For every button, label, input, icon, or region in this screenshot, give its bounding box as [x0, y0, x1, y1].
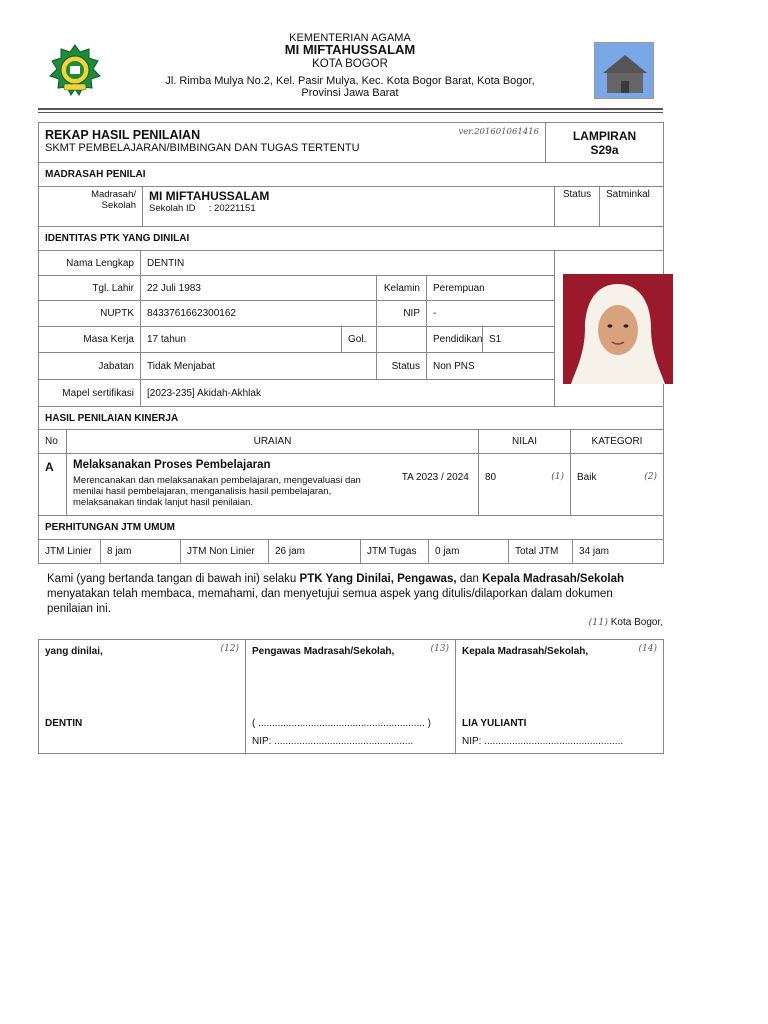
item-kategori-cell: [571, 454, 664, 516]
item-nilai-ref: (1): [551, 472, 564, 482]
jtm-linier-label: JTM Linier: [39, 540, 101, 564]
teacher-photo-cell: [555, 251, 664, 407]
madrasah-name: MI MIFTAHUSSALAM: [149, 189, 270, 203]
nuptk-value: 8433761662300162: [141, 301, 377, 327]
nama-value: DENTIN: [141, 251, 555, 276]
address-line-1: Jl. Rimba Mulya No.2, Kel. Pasir Mulya, Kec. Kota Bogor Barat, Kota Bogor,: [165, 75, 535, 87]
gol-value: [377, 327, 427, 353]
masa-kerja-value: 17 tahun: [141, 327, 342, 353]
item-kategori: Baik: [577, 472, 597, 483]
place-value: Kota Bogor,: [610, 617, 663, 628]
signature-kepala-name: LIA YULIANTI: [462, 718, 527, 729]
signature-pengawas-title: Pengawas Madrasah/Sekolah,: [252, 646, 395, 657]
letterhead-divider: [38, 108, 663, 110]
signature-pengawas-nip: NIP: ..................................................: [252, 736, 414, 747]
school-building-icon: [594, 42, 654, 99]
school-name: MI MIFTAHUSSALAM: [284, 42, 416, 57]
place-line: [588, 617, 663, 628]
item-uraian-cell: [67, 454, 393, 516]
document-subtitle: SKMT PEMBELAJARAN/BIMBINGAN DAN TUGAS TERTENTU: [45, 142, 360, 154]
statement-bold-2: Kepala Madrasah/Sekolah: [482, 573, 625, 585]
nip-value: -: [427, 301, 555, 327]
kinerja-table: [38, 406, 664, 516]
signature-ptk-ref: (12): [220, 644, 239, 654]
jabatan-value: Tidak Menjabat: [141, 353, 377, 380]
pendidikan-label: Pendidikan: [427, 327, 483, 353]
signature-pengawas-ref: (13): [430, 644, 449, 654]
section-hasil-kinerja: HASIL PENILAIAN KINERJA: [39, 407, 664, 430]
gol-label: Gol.: [342, 327, 377, 353]
madrasah-value-cell: [143, 187, 555, 227]
jtm-tugas-label: JTM Tugas: [361, 540, 429, 564]
item-no: A: [39, 454, 67, 516]
statement-part-1: Kami (yang bertanda tangan di bawah ini) selaku: [47, 573, 300, 585]
item-title: Melaksanakan Proses Pembelajaran: [73, 459, 271, 471]
signature-table: [38, 639, 664, 754]
jtm-nonlinier-value: 26 jam: [269, 540, 361, 564]
item-nilai-cell: [479, 454, 571, 516]
jtm-table: [38, 515, 664, 564]
item-description: Merencanakan dan melaksanakan pembelajaran, mengevaluasi dan menilai hasil pembelajaran, menganalisis hasil pembelajaran, melaksanakan tindak lanjut hasil penilaian.: [73, 475, 361, 508]
col-kategori: KATEGORI: [571, 430, 664, 454]
kelamin-value: Perempuan: [427, 276, 555, 301]
masa-kerja-label: Masa Kerja: [39, 327, 141, 353]
sekolah-id-value: : 20221151: [208, 203, 256, 214]
jtm-total-value: 34 jam: [573, 540, 664, 564]
mapel-value: [2023-235] Akidah-Akhlak: [141, 380, 555, 407]
statement-part-3: menyatakan telah membaca, memahami, dan menyetujui semua aspek yang ditulis/dilaporkan dalam dokumen penilaian ini.: [47, 588, 613, 615]
section-madrasah-penilai: MADRASAH PENILAI: [39, 163, 664, 187]
madrasah-status-label: Status: [555, 187, 600, 227]
lampiran-code: S29a: [590, 142, 619, 157]
signature-ptk-name: DENTIN: [45, 718, 83, 729]
section-identitas-ptk: IDENTITAS PTK YANG DINILAI: [39, 227, 664, 251]
pendidikan-value: S1: [483, 327, 555, 353]
letterhead-divider-thin: [38, 112, 663, 113]
ptk-status-value: Non PNS: [427, 353, 555, 380]
madrasah-label: Madrasah/ Sekolah: [39, 187, 143, 227]
kemenag-logo-icon: [46, 44, 104, 96]
jtm-linier-value: 8 jam: [101, 540, 181, 564]
title-block: [38, 122, 664, 163]
jtm-total-label: Total JTM: [509, 540, 573, 564]
version-label: ver.201601061416: [458, 127, 539, 137]
signature-kepala: [456, 640, 664, 754]
signature-pengawas: [246, 640, 456, 754]
signature-kepala-ref: (14): [638, 644, 657, 654]
sekolah-id-label: Sekolah ID: [149, 203, 196, 214]
lahir-value: 22 Juli 1983: [141, 276, 377, 301]
signature-pengawas-name: ( ............................................................ ): [252, 718, 431, 729]
item-nilai: 80: [485, 472, 497, 483]
place-ref: (11): [588, 617, 608, 628]
ptk-table: [38, 226, 664, 407]
kelamin-label: Kelamin: [377, 276, 427, 301]
nip-label: NIP: [377, 301, 427, 327]
lampiran-cell: [546, 123, 664, 163]
signature-kepala-nip: NIP: ..................................................: [462, 736, 624, 747]
jtm-nonlinier-label: JTM Non Linier: [181, 540, 269, 564]
col-uraian: URAIAN: [67, 430, 479, 454]
statement-part-2: dan: [456, 573, 483, 585]
signature-ptk: [39, 640, 246, 754]
col-nilai: NILAI: [479, 430, 571, 454]
item-tahun: TA 2023 / 2024: [393, 454, 479, 516]
jabatan-label: Jabatan: [39, 353, 141, 380]
col-no: No: [39, 430, 67, 454]
document-title: REKAP HASIL PENILAIAN: [45, 128, 201, 142]
madrasah-table: [38, 162, 664, 227]
madrasah-status-value: Satminkal: [600, 187, 664, 227]
city-name: KOTA BOGOR: [312, 58, 388, 70]
signature-ptk-title: yang dinilai,: [45, 646, 103, 657]
signature-kepala-title: Kepala Madrasah/Sekolah,: [462, 646, 589, 657]
nama-label: Nama Lengkap: [39, 251, 141, 276]
jtm-tugas-value: 0 jam: [429, 540, 509, 564]
item-kategori-ref: (2): [644, 472, 657, 482]
section-jtm: PERHITUNGAN JTM UMUM: [39, 516, 664, 540]
ministry-name: KEMENTERIAN AGAMA: [289, 32, 411, 44]
statement-bold-1: PTK Yang Dinilai, Pengawas,: [299, 573, 457, 585]
nuptk-label: NUPTK: [39, 301, 141, 327]
teacher-photo-icon: [563, 274, 673, 384]
lahir-label: Tgl. Lahir: [39, 276, 141, 301]
title-cell: [39, 123, 546, 163]
address-line-2: Provinsi Jawa Barat: [301, 87, 399, 99]
statement-paragraph: [47, 572, 657, 617]
ptk-status-label: Status: [377, 353, 427, 380]
lampiran-label: LAMPIRAN: [572, 128, 637, 143]
mapel-label: Mapel sertifikasi: [39, 380, 141, 407]
